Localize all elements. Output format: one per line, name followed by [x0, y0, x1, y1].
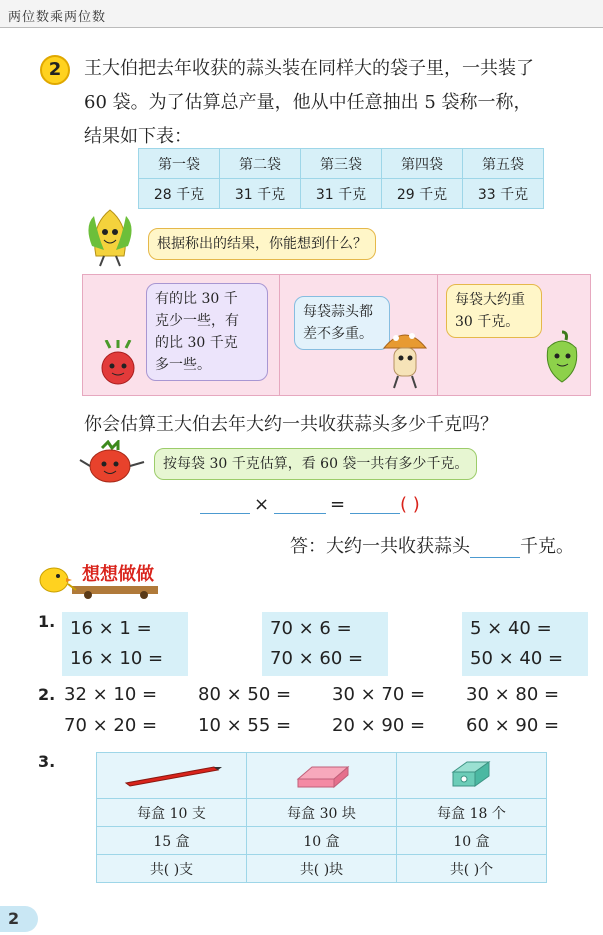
table-header-cell: 第一袋	[139, 149, 220, 179]
exercise-1-group-1	[62, 612, 188, 676]
table-cell: 每盒 30 块	[247, 799, 397, 827]
blank-factor-1[interactable]	[200, 494, 250, 514]
expression: 70 × 20 =	[64, 715, 158, 736]
table-header-cell: 第三袋	[301, 149, 382, 179]
thought-line: 有的比 30 千	[155, 291, 238, 307]
problem-line-3: 结果如下表：	[84, 126, 192, 147]
thought-line: 克少一些，有	[155, 313, 239, 329]
expression: 80 × 50 =	[198, 684, 292, 705]
mushroom-mascot-icon	[380, 322, 430, 390]
table-header-cell: 第二袋	[220, 149, 301, 179]
table-cell: 29 千克	[382, 179, 463, 209]
table-cell: 31 千克	[220, 179, 301, 209]
table-cell: 每盒 18 个	[397, 799, 547, 827]
sharpener-icon	[447, 758, 497, 790]
equals-sign: =	[330, 494, 346, 515]
table-cell[interactable]: 共( )个	[397, 855, 547, 883]
expression: 70 × 6 =	[270, 618, 352, 639]
table-header-row	[139, 149, 544, 179]
panel-divider	[279, 275, 280, 395]
answer-suffix: 千克。	[520, 536, 574, 557]
expression: 20 × 90 =	[332, 715, 426, 736]
pencil-icon	[122, 759, 222, 789]
pepper-mascot-icon	[540, 330, 584, 386]
table-header-cell: 第五袋	[463, 149, 544, 179]
thought-line: 差不多重。	[303, 326, 373, 342]
expression: 10 × 55 =	[198, 715, 292, 736]
exercise-1-group-2	[262, 612, 388, 676]
exercise-1-group-3	[462, 612, 588, 676]
table-row	[139, 179, 544, 209]
bag-weight-table	[138, 148, 544, 209]
table-header-cell: 第四袋	[382, 149, 463, 179]
answer-blank[interactable]	[470, 538, 520, 558]
thought-line: 30 千克。	[455, 314, 520, 330]
table-row	[97, 827, 547, 855]
expression: 30 × 70 =	[332, 684, 426, 705]
table-cell	[247, 753, 397, 799]
table-cell: 15 盒	[97, 827, 247, 855]
problem-line-2: 60 袋。为了估算总产量，他从中任意抽出 5 袋称一称，	[84, 92, 532, 113]
thought-line: 多一些。	[155, 357, 211, 373]
table-cell: 31 千克	[301, 179, 382, 209]
table-cell: 10 盒	[397, 827, 547, 855]
hint-speech-bubble: 按每袋 30 千克估算，看 60 袋一共有多少千克。	[154, 448, 477, 480]
page-header	[0, 0, 603, 28]
expression: 32 × 10 =	[64, 684, 158, 705]
answer-prefix: 答：大约一共收获蒜头	[290, 536, 470, 557]
corn-mascot-icon	[86, 206, 134, 268]
section-title: 想想做做	[82, 564, 154, 585]
table-row	[97, 855, 547, 883]
expression: 16 × 10 =	[70, 648, 164, 669]
thought-line: 每袋大约重	[455, 292, 525, 308]
table-cell	[97, 753, 247, 799]
table-cell: 33 千克	[463, 179, 544, 209]
page-number: 2	[0, 906, 38, 932]
table-cell: 28 千克	[139, 179, 220, 209]
blank-product[interactable]	[350, 494, 400, 514]
table-cell[interactable]: 共( )块	[247, 855, 397, 883]
thought-bubble-right	[446, 284, 542, 338]
panel-divider	[437, 275, 438, 395]
stationery-table	[96, 752, 547, 883]
table-row	[97, 753, 547, 799]
prompt-speech-bubble: 根据称出的结果，你能想到什么？	[148, 228, 376, 260]
answer-line	[290, 532, 574, 558]
times-sign: ×	[254, 494, 270, 515]
expression: 16 × 1 =	[70, 618, 152, 639]
thought-bubble-middle	[294, 296, 390, 350]
problem-number-badge: 2	[40, 55, 70, 85]
expression: 50 × 40 =	[470, 648, 564, 669]
radish-mascot-icon	[96, 340, 140, 390]
tomato-mascot-icon	[78, 440, 148, 488]
blank-factor-2[interactable]	[274, 494, 326, 514]
header-title: 两位数乘两位数	[8, 10, 107, 25]
exercise-1-number: 1.	[38, 612, 56, 631]
problem-text	[84, 52, 594, 154]
estimation-question: 你会估算王大伯去年大约一共收获蒜头多少千克吗？	[84, 414, 498, 435]
exercise-2-number: 2.	[38, 685, 56, 704]
expression: 30 × 80 =	[466, 684, 560, 705]
table-cell[interactable]: 共( )支	[97, 855, 247, 883]
expression: 70 × 60 =	[270, 648, 364, 669]
problem-line-1: 王大伯把去年收获的蒜头装在同样大的袋子里，一共装了	[84, 58, 534, 79]
thought-line: 每袋蒜头都	[303, 304, 373, 320]
table-cell: 每盒 10 支	[97, 799, 247, 827]
thought-bubble-left	[146, 283, 268, 381]
table-cell	[397, 753, 547, 799]
exercise-3-number: 3.	[38, 752, 56, 771]
table-cell: 10 盒	[247, 827, 397, 855]
expression: 5 × 40 =	[470, 618, 552, 639]
eraser-icon	[292, 759, 352, 789]
thought-line: 的比 30 千克	[155, 335, 238, 351]
expression: 60 × 90 =	[466, 715, 560, 736]
table-row	[97, 799, 547, 827]
unit-parentheses: ( )	[400, 494, 420, 515]
